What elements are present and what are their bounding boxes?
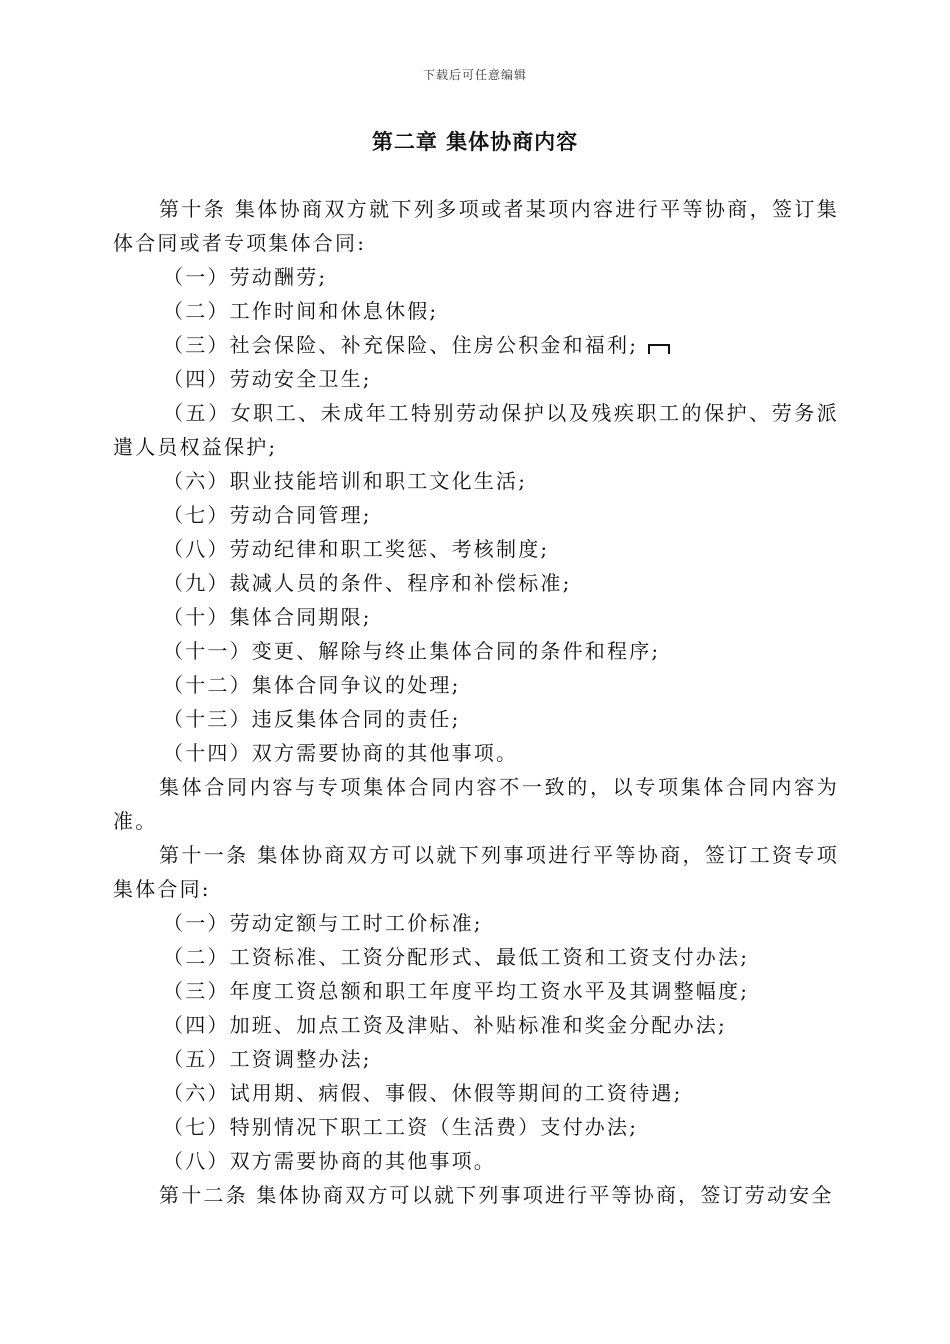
article-10-item: （十）集体合同期限; [163,605,372,629]
article-11-intro: 第十一条 集体协商双方可以就下列事项进行平等协商，签订工资专项集体合同: [113,843,839,901]
article-10-item: （十四）双方需要协商的其他事项。 [163,741,519,765]
page-header: 下载后可任意编辑 [422,68,527,82]
article-10-item-with-mark [113,328,839,362]
article-10-item: （一）劳动酬劳; [163,265,328,289]
article-10-item: （十三）违反集体合同的责任; [163,707,461,731]
stray-mark-icon [648,344,670,354]
article-11-item: （六）试用期、病假、事假、休假等期间的工资待遇; [163,1081,683,1105]
document-body [113,192,839,1212]
article-10-item: （十一）变更、解除与终止集体合同的条件和程序; [163,639,661,663]
article-11-item: （一）劳动定额与工时工价标准; [163,911,483,935]
article-10-item: （四）劳动安全卫生; [163,367,372,391]
article-11-item: （四）加班、加点工资及津贴、补贴标准和奖金分配办法; [163,1013,727,1037]
article-12-intro: 第十二条 集体协商双方可以就下列事项进行平等协商，签订劳动安全 [159,1183,834,1207]
article-11-item: （三）年度工资总额和职工年度平均工资水平及其调整幅度; [163,979,750,1003]
article-11-item: （二）工资标准、工资分配形式、最低工资和工资支付办法; [163,945,750,969]
article-11-item: （七）特别情况下职工工资（生活费）支付办法; [163,1115,639,1139]
article-10-item: （二）工作时间和休息休假; [163,299,439,323]
article-10-intro: 第十条 集体协商双方就下列多项或者某项内容进行平等协商，签订集体合同或者专项集体合同: [113,197,839,255]
article-10-item: （九）裁减人员的条件、程序和补偿标准; [163,571,572,595]
article-11-item: （五）工资调整办法; [163,1047,372,1071]
article-10-closing: 集体合同内容与专项集体合同内容不一致的，以专项集体合同内容为准。 [113,775,839,833]
article-10-item-text: （三）社会保险、补充保险、住房公积金和福利; [163,333,639,357]
article-10-item: （五）女职工、未成年工特别劳动保护以及残疾职工的保护、劳务派遣人员权益保护; [113,401,839,459]
article-10-item: （八）劳动纪律和职工奖惩、考核制度; [163,537,550,561]
article-10-item: （六）职业技能培训和职工文化生活; [163,469,528,493]
article-10-item: （十二）集体合同争议的处理; [163,673,461,697]
chapter-title: 第二章 集体协商内容 [371,130,579,154]
article-11-item: （八）双方需要协商的其他事项。 [163,1149,496,1173]
article-10-item: （七）劳动合同管理; [163,503,372,527]
